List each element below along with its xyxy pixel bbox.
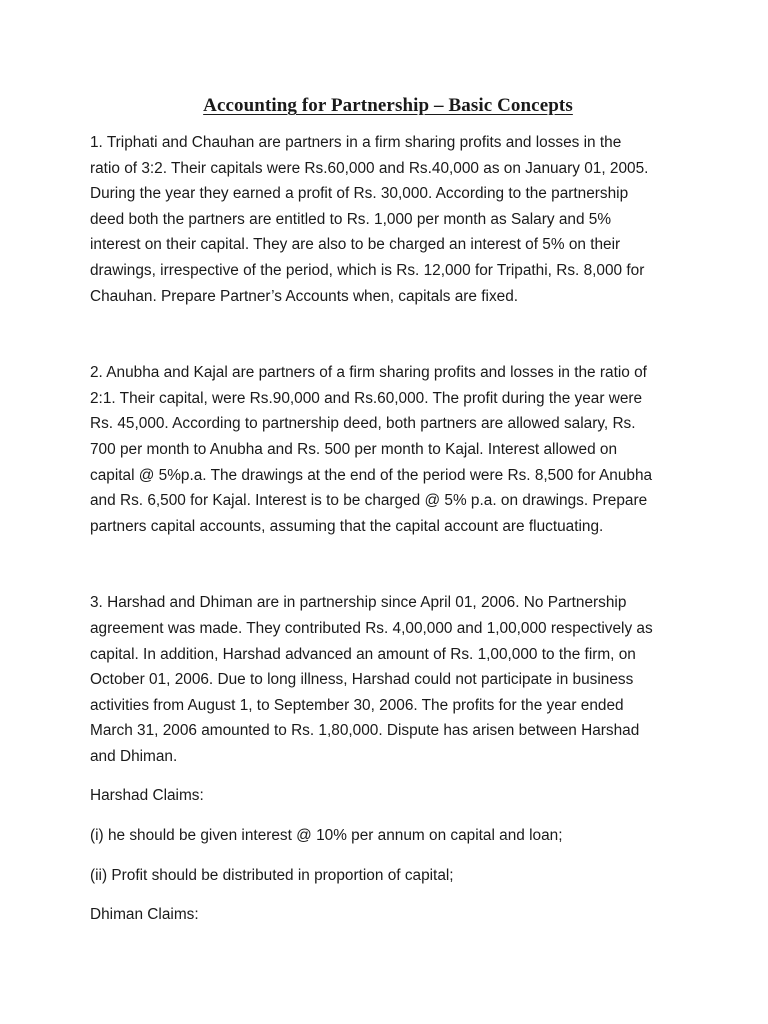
question-1-line: During the year they earned a profit of Rs. 30,000. According to the partnership bbox=[90, 185, 629, 203]
question-1-line: 1. Triphati and Chauhan are partners in a firm sharing profits and losses in the bbox=[90, 134, 622, 151]
harshad-claims-heading: Harshad Claims: bbox=[90, 787, 204, 805]
question-3-line: capital. In addition, Harshad advanced an amount of Rs. 1,00,000 to the firm, on bbox=[90, 645, 636, 663]
harshad-claim-2: (ii) Profit should be distributed in proportion of capital; bbox=[90, 866, 454, 884]
question-2-line: 2. Anubha and Kajal are partners of a firm sharing profits and losses in the ratio of bbox=[90, 364, 647, 382]
question-2-line: 2:1. Their capital, were Rs.90,000 and Rs.60,000. The profit during the year were bbox=[90, 389, 643, 407]
question-2-line: partners capital accounts, assuming that the capital account are fluctuating. bbox=[90, 517, 604, 535]
document-title: Accounting for Partnership – Basic Concepts bbox=[203, 95, 573, 116]
question-2-line: 700 per month to Anubha and Rs. 500 per month to Kajal. Interest allowed on bbox=[90, 440, 618, 458]
question-2-line: Rs. 45,000. According to partnership deed, both partners are allowed salary, Rs. bbox=[90, 415, 636, 433]
question-3-line: and Dhiman. bbox=[90, 747, 178, 765]
question-3-line: activities from August 1, to September 30, 2006. The profits for the year ended bbox=[90, 696, 624, 714]
question-1-line: ratio of 3:2. Their capitals were Rs.60,000 and Rs.40,000 as on January 01, 2005. bbox=[90, 159, 649, 177]
question-1-line: Chauhan. Prepare Partner’s Accounts when, capitals are fixed. bbox=[90, 287, 519, 305]
question-2-line: and Rs. 6,500 for Kajal. Interest is to be charged @ 5% p.a. on drawings. Prepare bbox=[90, 492, 648, 510]
question-3-line: 3. Harshad and Dhiman are in partnership since April 01, 2006. No Partnership bbox=[90, 594, 627, 612]
paragraph-spacer bbox=[90, 809, 686, 823]
paragraph-spacer bbox=[90, 849, 686, 863]
question-2-line: capital @ 5%p.a. The drawings at the end of the period were Rs. 8,500 for Anubha bbox=[90, 466, 653, 484]
paragraph-spacer bbox=[90, 769, 686, 783]
question-1-line: deed both the partners are entitled to Rs. 1,000 per month as Salary and 5% bbox=[90, 210, 612, 228]
document-page bbox=[90, 94, 686, 928]
paragraph-spacer bbox=[90, 888, 686, 902]
paragraph-spacer bbox=[90, 539, 686, 590]
question-1-line: drawings, irrespective of the period, which is Rs. 12,000 for Tripathi, Rs. 8,000 for bbox=[90, 261, 645, 279]
question-3-line: agreement was made. They contributed Rs. 4,00,000 and 1,00,000 respectively as bbox=[90, 619, 653, 637]
question-1 bbox=[90, 130, 686, 309]
question-1-line: interest on their capital. They are also to be charged an interest of 5% on their bbox=[90, 236, 621, 254]
question-2 bbox=[90, 360, 686, 539]
question-3 bbox=[90, 590, 686, 769]
question-3-line: March 31, 2006 amounted to Rs. 1,80,000. Dispute has arisen between Harshad bbox=[90, 722, 640, 740]
paragraph-spacer bbox=[90, 309, 686, 360]
harshad-claim-1: (i) he should be given interest @ 10% per annum on capital and loan; bbox=[90, 827, 563, 845]
dhiman-claims-heading: Dhiman Claims: bbox=[90, 906, 199, 924]
question-3-line: October 01, 2006. Due to long illness, Harshad could not participate in business bbox=[90, 671, 634, 689]
